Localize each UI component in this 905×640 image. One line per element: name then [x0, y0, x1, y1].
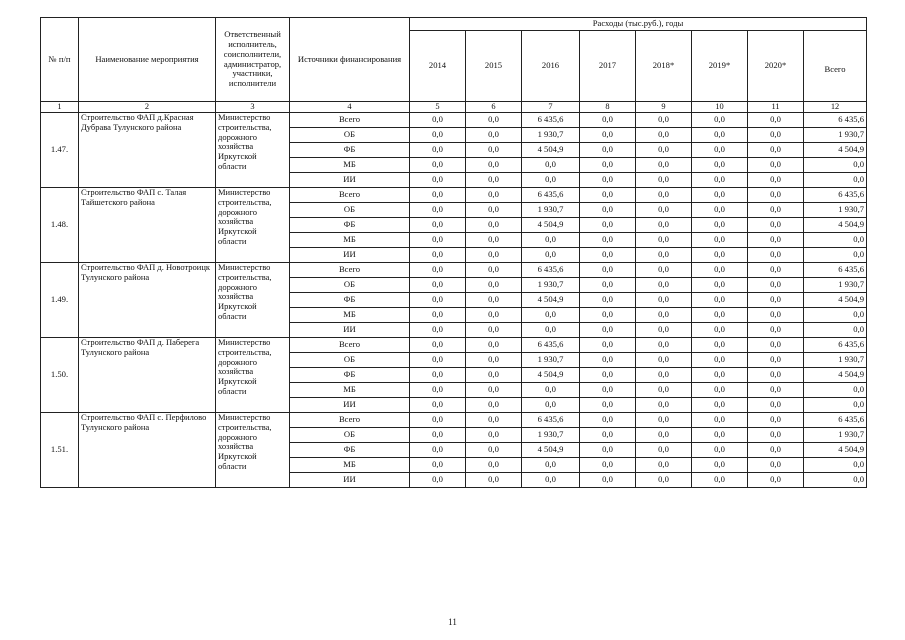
amount-cell: 0,0 — [466, 428, 522, 443]
header-executor: Ответственный исполнитель, соисполнители, администратор, участники, исполнители — [216, 18, 290, 102]
amount-cell: 0,0 — [636, 248, 692, 263]
amount-cell: 0,0 — [466, 188, 522, 203]
expenses-table — [40, 17, 867, 488]
amount-cell: 0,0 — [410, 338, 466, 353]
amount-cell: 0,0 — [748, 233, 804, 248]
measure-executor: Министерство строительства, дорожного хозяйства Иркутской области — [216, 338, 290, 413]
amount-cell: 0,0 — [410, 323, 466, 338]
funding-source: ФБ — [290, 368, 410, 383]
amount-cell: 0,0 — [466, 203, 522, 218]
amount-cell: 0,0 — [580, 428, 636, 443]
amount-cell: 0,0 — [636, 128, 692, 143]
header-year: 2020* — [748, 31, 804, 102]
header-year: 2018* — [636, 31, 692, 102]
column-number: 12 — [804, 102, 867, 113]
amount-cell: 0,0 — [410, 263, 466, 278]
amount-cell: 0,0 — [580, 278, 636, 293]
amount-total: 4 504,9 — [804, 443, 867, 458]
amount-cell: 0,0 — [410, 473, 466, 488]
amount-cell: 0,0 — [692, 353, 748, 368]
amount-cell: 0,0 — [466, 113, 522, 128]
funding-source: Всего — [290, 338, 410, 353]
funding-source: МБ — [290, 383, 410, 398]
funding-source: ФБ — [290, 218, 410, 233]
amount-cell: 0,0 — [748, 338, 804, 353]
measure-number: 1.51. — [41, 413, 79, 488]
amount-cell: 0,0 — [580, 143, 636, 158]
amount-cell: 0,0 — [692, 413, 748, 428]
measure-executor: Министерство строительства, дорожного хозяйства Иркутской области — [216, 413, 290, 488]
amount-cell: 0,0 — [410, 203, 466, 218]
measure-number: 1.50. — [41, 338, 79, 413]
amount-cell: 0,0 — [410, 173, 466, 188]
header-no: № п/п — [41, 18, 79, 102]
column-number: 11 — [748, 102, 804, 113]
header-year: 2017 — [580, 31, 636, 102]
amount-cell: 0,0 — [636, 113, 692, 128]
amount-cell: 6 435,6 — [522, 188, 580, 203]
amount-cell: 0,0 — [580, 308, 636, 323]
amount-cell: 0,0 — [410, 188, 466, 203]
amount-cell: 6 435,6 — [522, 113, 580, 128]
column-number: 1 — [41, 102, 79, 113]
amount-cell: 0,0 — [636, 173, 692, 188]
amount-cell: 0,0 — [748, 353, 804, 368]
amount-cell: 0,0 — [636, 158, 692, 173]
column-number: 6 — [466, 102, 522, 113]
amount-cell: 0,0 — [636, 218, 692, 233]
amount-total: 1 930,7 — [804, 203, 867, 218]
amount-cell: 0,0 — [410, 248, 466, 263]
amount-cell: 0,0 — [466, 443, 522, 458]
amount-cell: 0,0 — [748, 143, 804, 158]
amount-cell: 0,0 — [692, 383, 748, 398]
amount-cell: 0,0 — [580, 323, 636, 338]
table-row — [41, 263, 867, 278]
amount-cell: 0,0 — [748, 158, 804, 173]
amount-cell: 0,0 — [466, 218, 522, 233]
table-row — [41, 188, 867, 203]
amount-cell: 6 435,6 — [522, 263, 580, 278]
amount-cell: 0,0 — [692, 248, 748, 263]
funding-source: ИИ — [290, 398, 410, 413]
amount-cell: 0,0 — [748, 383, 804, 398]
amount-total: 6 435,6 — [804, 188, 867, 203]
amount-cell: 0,0 — [522, 383, 580, 398]
table-row — [41, 413, 867, 428]
amount-cell: 0,0 — [580, 413, 636, 428]
amount-cell: 0,0 — [580, 473, 636, 488]
amount-cell: 0,0 — [748, 473, 804, 488]
funding-source: ОБ — [290, 278, 410, 293]
amount-cell: 0,0 — [636, 368, 692, 383]
amount-total: 4 504,9 — [804, 293, 867, 308]
funding-source: Всего — [290, 263, 410, 278]
amount-cell: 0,0 — [410, 383, 466, 398]
amount-cell: 0,0 — [410, 398, 466, 413]
amount-cell: 0,0 — [692, 188, 748, 203]
amount-cell: 0,0 — [636, 143, 692, 158]
amount-cell: 0,0 — [410, 143, 466, 158]
amount-cell: 0,0 — [580, 293, 636, 308]
measure-name: Строительство ФАП д. Паберега Тулунского района — [79, 338, 216, 413]
amount-cell: 0,0 — [522, 248, 580, 263]
amount-total: 6 435,6 — [804, 338, 867, 353]
amount-total: 4 504,9 — [804, 143, 867, 158]
amount-cell: 0,0 — [636, 413, 692, 428]
amount-cell: 0,0 — [748, 203, 804, 218]
amount-cell: 0,0 — [580, 158, 636, 173]
measure-executor: Министерство строительства, дорожного хозяйства Иркутской области — [216, 113, 290, 188]
measure-number: 1.47. — [41, 113, 79, 188]
amount-cell: 0,0 — [466, 413, 522, 428]
funding-source: ФБ — [290, 143, 410, 158]
column-number: 9 — [636, 102, 692, 113]
amount-cell: 0,0 — [466, 398, 522, 413]
measure-number: 1.48. — [41, 188, 79, 263]
header-year: 2015 — [466, 31, 522, 102]
funding-source: МБ — [290, 458, 410, 473]
amount-total: 0,0 — [804, 458, 867, 473]
amount-cell: 0,0 — [466, 473, 522, 488]
funding-source: МБ — [290, 233, 410, 248]
amount-cell: 0,0 — [580, 128, 636, 143]
amount-cell: 0,0 — [636, 338, 692, 353]
funding-source: ИИ — [290, 248, 410, 263]
amount-cell: 0,0 — [580, 248, 636, 263]
amount-cell: 0,0 — [522, 233, 580, 248]
header-source: Источники финансирования — [290, 18, 410, 102]
amount-cell: 0,0 — [410, 218, 466, 233]
header-total: Всего — [804, 31, 867, 102]
amount-cell: 0,0 — [580, 443, 636, 458]
amount-cell: 0,0 — [636, 323, 692, 338]
amount-cell: 0,0 — [692, 293, 748, 308]
amount-cell: 0,0 — [636, 263, 692, 278]
table-row — [41, 113, 867, 128]
amount-cell: 0,0 — [522, 158, 580, 173]
funding-source: ОБ — [290, 128, 410, 143]
amount-total: 0,0 — [804, 308, 867, 323]
amount-cell: 0,0 — [748, 428, 804, 443]
amount-cell: 0,0 — [466, 458, 522, 473]
funding-source: ФБ — [290, 443, 410, 458]
amount-cell: 0,0 — [410, 308, 466, 323]
amount-cell: 0,0 — [692, 218, 748, 233]
column-number: 5 — [410, 102, 466, 113]
amount-cell: 0,0 — [410, 113, 466, 128]
amount-cell: 0,0 — [580, 173, 636, 188]
amount-cell: 0,0 — [580, 368, 636, 383]
amount-cell: 0,0 — [692, 323, 748, 338]
amount-total: 0,0 — [804, 383, 867, 398]
amount-cell: 0,0 — [466, 248, 522, 263]
amount-cell: 0,0 — [580, 353, 636, 368]
amount-cell: 0,0 — [466, 383, 522, 398]
measure-number: 1.49. — [41, 263, 79, 338]
header-year: 2016 — [522, 31, 580, 102]
amount-cell: 0,0 — [410, 278, 466, 293]
amount-cell: 1 930,7 — [522, 278, 580, 293]
amount-cell: 0,0 — [522, 473, 580, 488]
amount-cell: 0,0 — [692, 458, 748, 473]
amount-total: 0,0 — [804, 158, 867, 173]
amount-cell: 0,0 — [580, 113, 636, 128]
amount-cell: 0,0 — [748, 173, 804, 188]
amount-cell: 4 504,9 — [522, 443, 580, 458]
amount-total: 6 435,6 — [804, 263, 867, 278]
amount-cell: 0,0 — [522, 173, 580, 188]
amount-cell: 1 930,7 — [522, 203, 580, 218]
amount-cell: 0,0 — [410, 413, 466, 428]
funding-source: Всего — [290, 188, 410, 203]
amount-cell: 0,0 — [748, 308, 804, 323]
measure-name: Строительство ФАП д. Новотроицк Тулунского района — [79, 263, 216, 338]
funding-source: Всего — [290, 413, 410, 428]
amount-cell: 0,0 — [410, 233, 466, 248]
amount-total: 1 930,7 — [804, 353, 867, 368]
amount-cell: 0,0 — [522, 458, 580, 473]
amount-cell: 1 930,7 — [522, 428, 580, 443]
funding-source: ИИ — [290, 473, 410, 488]
amount-cell: 0,0 — [636, 398, 692, 413]
amount-cell: 0,0 — [692, 278, 748, 293]
amount-cell: 0,0 — [580, 203, 636, 218]
amount-cell: 0,0 — [466, 308, 522, 323]
amount-cell: 0,0 — [748, 188, 804, 203]
measure-executor: Министерство строительства, дорожного хозяйства Иркутской области — [216, 188, 290, 263]
amount-cell: 0,0 — [636, 188, 692, 203]
amount-total: 0,0 — [804, 173, 867, 188]
amount-cell: 0,0 — [580, 398, 636, 413]
amount-cell: 1 930,7 — [522, 128, 580, 143]
amount-cell: 0,0 — [410, 443, 466, 458]
amount-cell: 0,0 — [748, 368, 804, 383]
amount-cell: 0,0 — [748, 443, 804, 458]
amount-total: 0,0 — [804, 398, 867, 413]
amount-cell: 0,0 — [636, 203, 692, 218]
amount-cell: 4 504,9 — [522, 143, 580, 158]
amount-cell: 0,0 — [692, 338, 748, 353]
column-number: 4 — [290, 102, 410, 113]
measure-executor: Министерство строительства, дорожного хозяйства Иркутской области — [216, 263, 290, 338]
amount-cell: 0,0 — [580, 218, 636, 233]
amount-cell: 0,0 — [466, 128, 522, 143]
funding-source: ОБ — [290, 203, 410, 218]
amount-cell: 0,0 — [636, 473, 692, 488]
funding-source: МБ — [290, 308, 410, 323]
amount-cell: 0,0 — [748, 263, 804, 278]
amount-cell: 0,0 — [466, 278, 522, 293]
amount-cell: 0,0 — [466, 323, 522, 338]
amount-cell: 4 504,9 — [522, 293, 580, 308]
amount-cell: 0,0 — [466, 263, 522, 278]
amount-cell: 0,0 — [636, 383, 692, 398]
amount-cell: 0,0 — [692, 398, 748, 413]
page-number: 11 — [448, 617, 457, 627]
amount-cell: 0,0 — [692, 263, 748, 278]
amount-cell: 0,0 — [410, 458, 466, 473]
amount-cell: 0,0 — [748, 248, 804, 263]
amount-cell: 0,0 — [692, 368, 748, 383]
amount-cell: 0,0 — [580, 383, 636, 398]
column-number: 3 — [216, 102, 290, 113]
amount-cell: 0,0 — [580, 458, 636, 473]
amount-total: 0,0 — [804, 473, 867, 488]
amount-cell: 1 930,7 — [522, 353, 580, 368]
column-number: 2 — [79, 102, 216, 113]
amount-cell: 0,0 — [748, 128, 804, 143]
amount-cell: 0,0 — [692, 158, 748, 173]
amount-cell: 0,0 — [636, 278, 692, 293]
amount-cell: 4 504,9 — [522, 218, 580, 233]
amount-cell: 0,0 — [466, 293, 522, 308]
measure-name: Строительство ФАП с. Талая Тайшетского района — [79, 188, 216, 263]
amount-cell: 0,0 — [748, 323, 804, 338]
amount-cell: 0,0 — [580, 188, 636, 203]
amount-cell: 0,0 — [692, 473, 748, 488]
funding-source: Всего — [290, 113, 410, 128]
amount-cell: 0,0 — [636, 353, 692, 368]
amount-total: 6 435,6 — [804, 113, 867, 128]
funding-source: ФБ — [290, 293, 410, 308]
amount-cell: 0,0 — [748, 293, 804, 308]
amount-cell: 0,0 — [522, 398, 580, 413]
amount-cell: 0,0 — [692, 143, 748, 158]
amount-cell: 0,0 — [466, 368, 522, 383]
amount-cell: 0,0 — [748, 218, 804, 233]
amount-cell: 0,0 — [636, 443, 692, 458]
amount-cell: 0,0 — [522, 308, 580, 323]
measure-name: Строительство ФАП с. Перфилово Тулунского района — [79, 413, 216, 488]
amount-cell: 0,0 — [410, 158, 466, 173]
amount-cell: 0,0 — [692, 233, 748, 248]
amount-cell: 0,0 — [410, 293, 466, 308]
column-number: 8 — [580, 102, 636, 113]
amount-total: 0,0 — [804, 323, 867, 338]
amount-total: 1 930,7 — [804, 128, 867, 143]
amount-cell: 0,0 — [580, 233, 636, 248]
amount-cell: 0,0 — [748, 278, 804, 293]
amount-cell: 0,0 — [748, 113, 804, 128]
amount-cell: 0,0 — [466, 233, 522, 248]
amount-cell: 0,0 — [692, 173, 748, 188]
column-number: 10 — [692, 102, 748, 113]
amount-cell: 0,0 — [748, 458, 804, 473]
header-name: Наименование мероприятия — [79, 18, 216, 102]
amount-cell: 0,0 — [466, 338, 522, 353]
amount-cell: 0,0 — [522, 323, 580, 338]
amount-cell: 0,0 — [410, 428, 466, 443]
amount-cell: 0,0 — [692, 428, 748, 443]
amount-total: 4 504,9 — [804, 218, 867, 233]
amount-cell: 0,0 — [466, 173, 522, 188]
amount-total: 0,0 — [804, 233, 867, 248]
measure-name: Строительство ФАП д.Красная Дубрава Тулунского района — [79, 113, 216, 188]
amount-cell: 0,0 — [580, 263, 636, 278]
amount-cell: 0,0 — [466, 158, 522, 173]
amount-cell: 0,0 — [692, 443, 748, 458]
amount-cell: 6 435,6 — [522, 413, 580, 428]
funding-source: ОБ — [290, 428, 410, 443]
funding-source: МБ — [290, 158, 410, 173]
header-expenses: Расходы (тыс.руб.), годы — [410, 18, 867, 31]
amount-total: 4 504,9 — [804, 368, 867, 383]
column-number: 7 — [522, 102, 580, 113]
amount-cell: 0,0 — [410, 353, 466, 368]
amount-cell: 4 504,9 — [522, 368, 580, 383]
amount-total: 1 930,7 — [804, 278, 867, 293]
header-year: 2019* — [692, 31, 748, 102]
amount-cell: 0,0 — [692, 203, 748, 218]
amount-cell: 6 435,6 — [522, 338, 580, 353]
funding-source: ИИ — [290, 173, 410, 188]
amount-cell: 0,0 — [748, 413, 804, 428]
amount-cell: 0,0 — [636, 293, 692, 308]
amount-cell: 0,0 — [748, 398, 804, 413]
funding-source: ОБ — [290, 353, 410, 368]
amount-cell: 0,0 — [410, 368, 466, 383]
amount-cell: 0,0 — [636, 233, 692, 248]
amount-cell: 0,0 — [692, 308, 748, 323]
amount-cell: 0,0 — [580, 338, 636, 353]
amount-cell: 0,0 — [466, 143, 522, 158]
amount-total: 1 930,7 — [804, 428, 867, 443]
amount-cell: 0,0 — [636, 458, 692, 473]
amount-cell: 0,0 — [692, 128, 748, 143]
amount-total: 0,0 — [804, 248, 867, 263]
amount-cell: 0,0 — [636, 428, 692, 443]
amount-cell: 0,0 — [410, 128, 466, 143]
amount-cell: 0,0 — [636, 308, 692, 323]
amount-total: 6 435,6 — [804, 413, 867, 428]
table-row — [41, 338, 867, 353]
amount-cell: 0,0 — [466, 353, 522, 368]
funding-source: ИИ — [290, 323, 410, 338]
amount-cell: 0,0 — [692, 113, 748, 128]
header-year: 2014 — [410, 31, 466, 102]
